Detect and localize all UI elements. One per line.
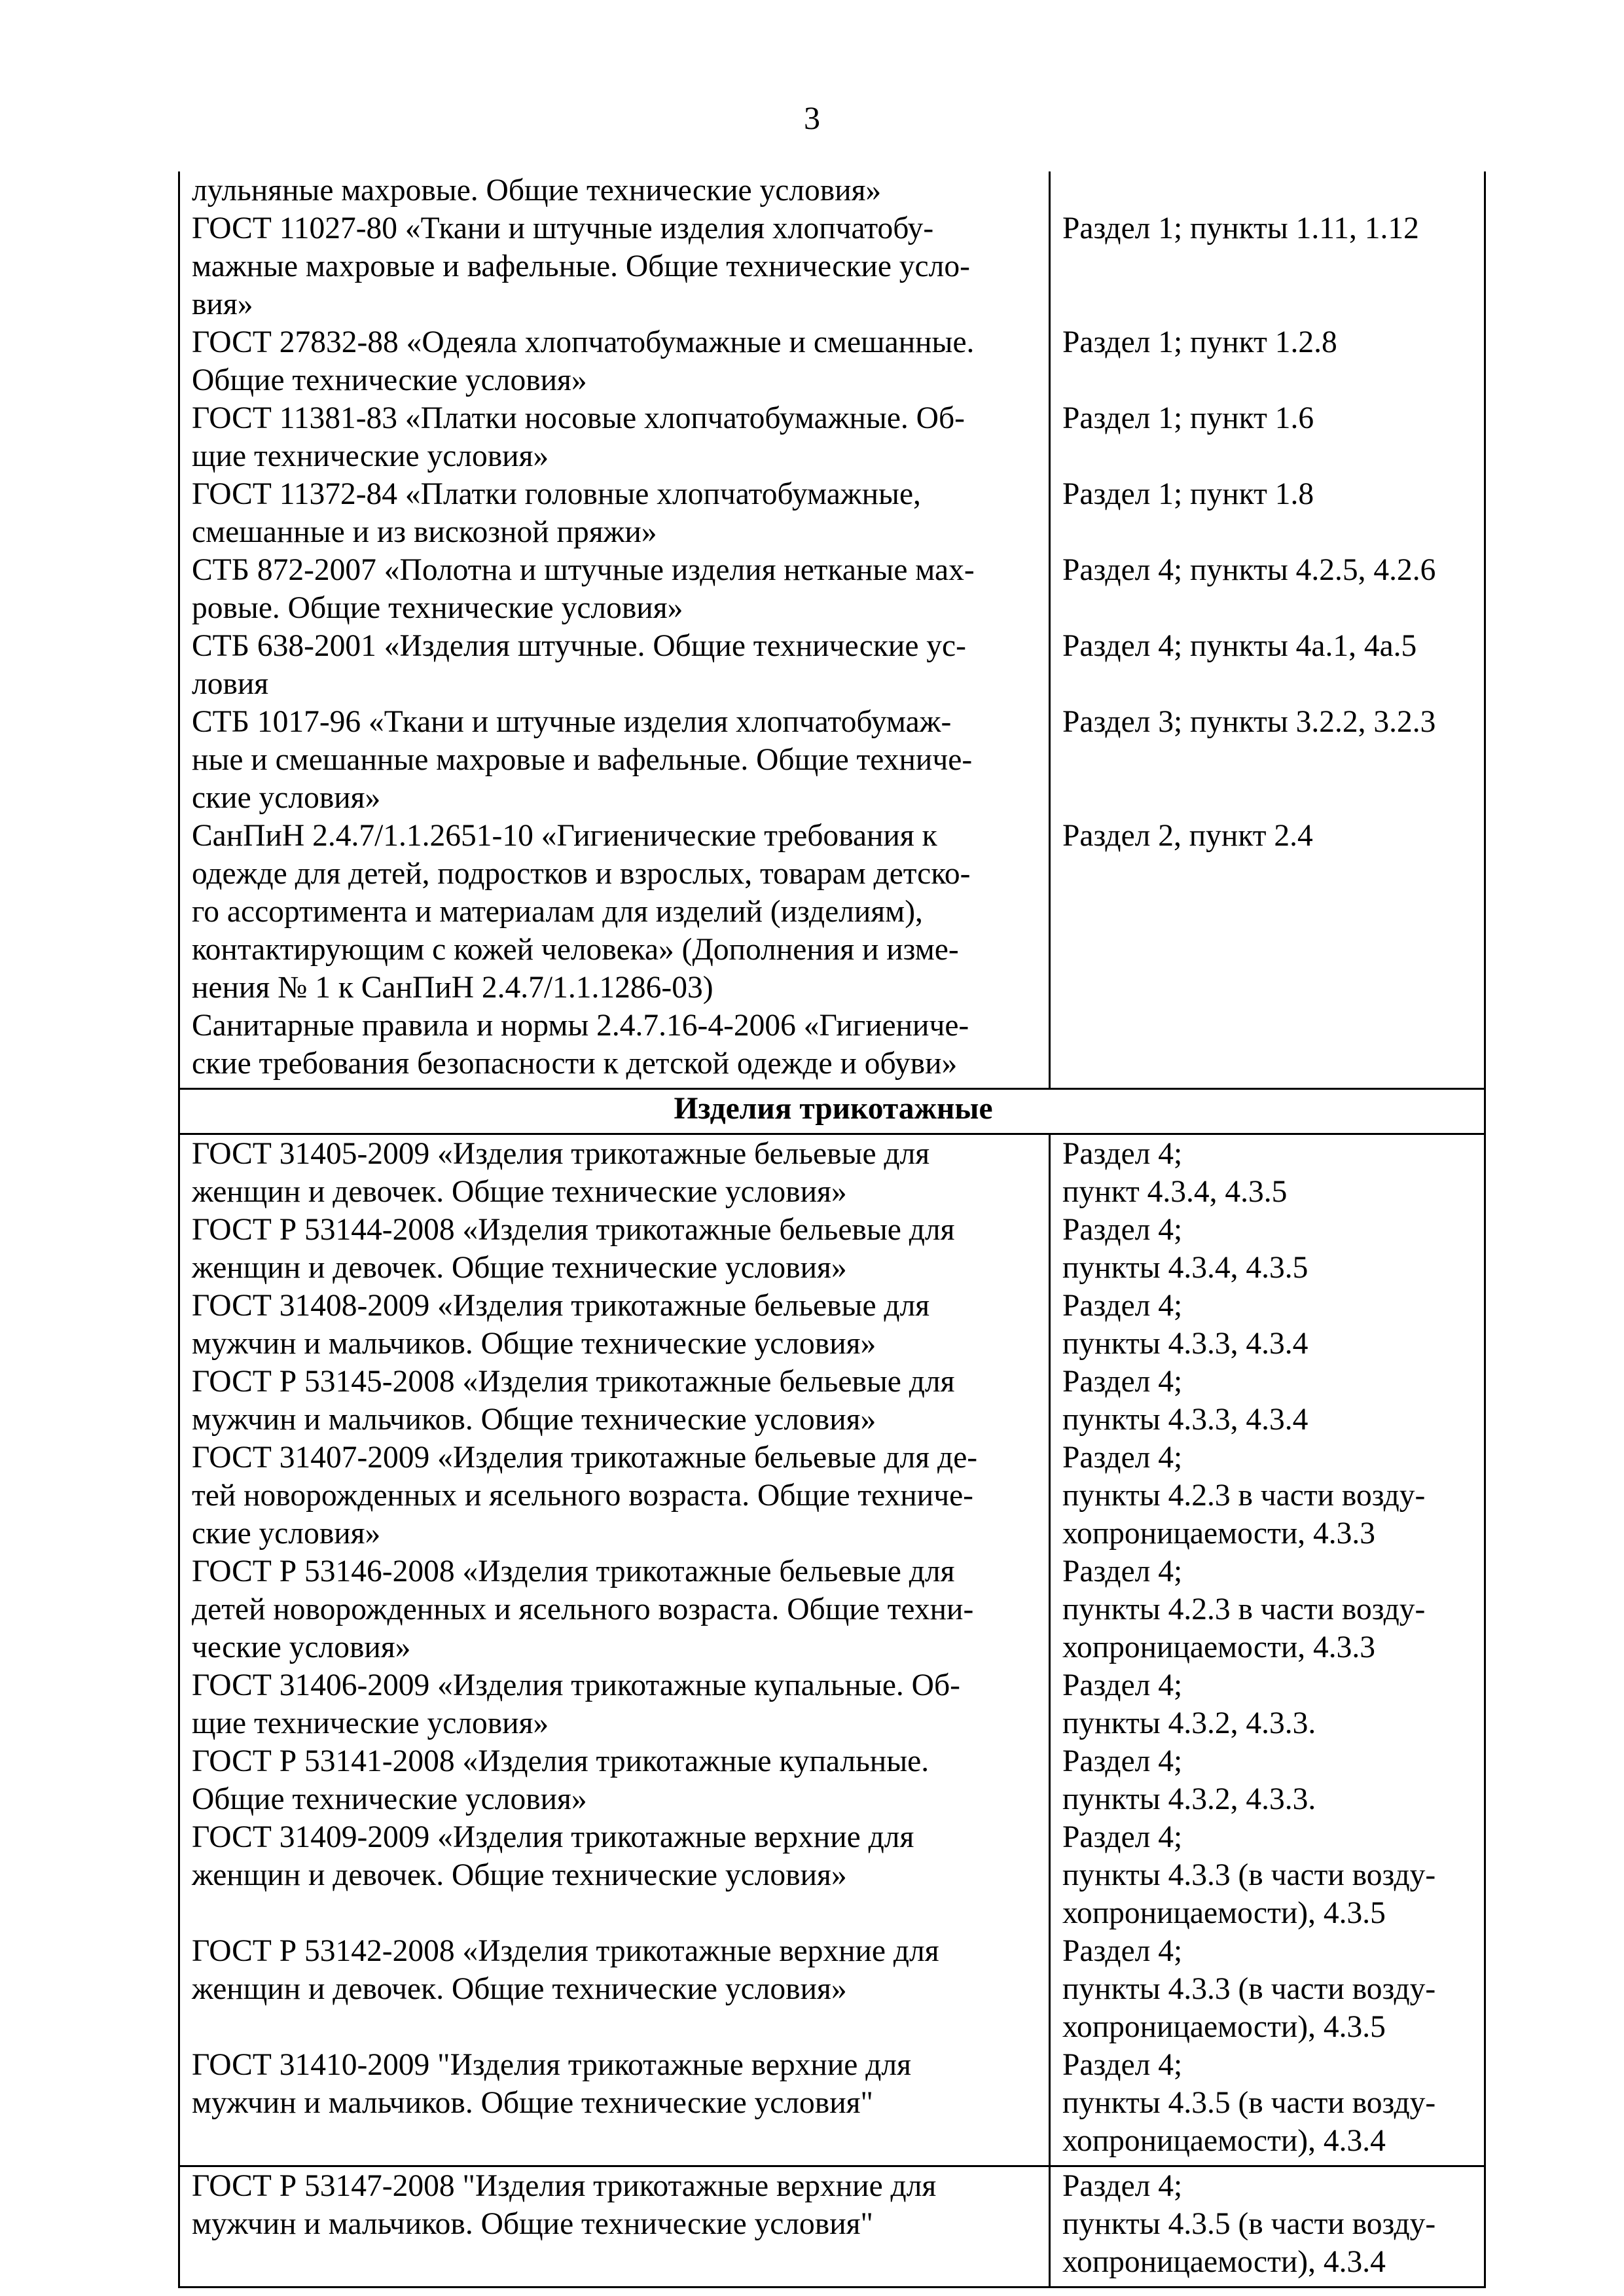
- clause-entry: [1062, 399, 1475, 475]
- standard-entry: [192, 1439, 1039, 1552]
- text-line: мажные махровые и вафельные. Общие технические усло-: [192, 249, 970, 283]
- text-line: ловия: [192, 667, 269, 701]
- standard-entry: [192, 1552, 1039, 1666]
- standard-entry: [192, 1287, 1039, 1363]
- text-line: детей новорожденных и ясельного возраста. Общие техни-: [192, 1592, 974, 1626]
- text-line: Раздел 4; пункты 4.2.5, 4.2.6: [1062, 553, 1436, 587]
- text-line: Раздел 2, пункт 2.4: [1062, 819, 1313, 853]
- text-line: [192, 2243, 1039, 2281]
- clause-entry: [1062, 2046, 1475, 2160]
- text-line: ровые. Общие технические условия»: [192, 591, 683, 625]
- clauses-cell: [1050, 171, 1485, 1089]
- standard-entry: [192, 2046, 1039, 2160]
- text-line: [1062, 589, 1475, 627]
- text-line: пункты 4.3.5 (в части возду-: [1062, 2086, 1436, 2120]
- text-line: [1062, 893, 1475, 931]
- text-line: Раздел 1; пункты 1.11, 1.12: [1062, 211, 1419, 245]
- standard-entry: [192, 627, 1039, 703]
- text-line: пункты 4.3.3, 4.3.4: [1062, 1403, 1308, 1437]
- standard-entry: [192, 1363, 1039, 1439]
- standard-entry: [192, 1007, 1039, 1083]
- clause-entry: [1062, 209, 1475, 323]
- text-line: [1062, 969, 1475, 1007]
- text-line: [192, 2008, 1039, 2046]
- text-line: [1062, 931, 1475, 969]
- clause-entry: [1062, 2167, 1475, 2281]
- text-line: женщин и девочек. Общие технические условия»: [192, 1175, 847, 1209]
- text-line: Раздел 4;: [1062, 1365, 1183, 1399]
- clause-entry: [1062, 323, 1475, 399]
- text-line: вия»: [192, 287, 253, 321]
- text-line: мужчин и мальчиков. Общие технические условия": [192, 2207, 873, 2241]
- text-line: ческие условия»: [192, 1630, 411, 1664]
- standard-entry: [192, 399, 1039, 475]
- text-line: СТБ 872-2007 «Полотна и штучные изделия нетканые мах-: [192, 553, 975, 587]
- standard-entry: [192, 1932, 1039, 2046]
- text-line: ГОСТ 31409-2009 «Изделия трикотажные верхние для: [192, 1820, 914, 1854]
- clause-entry: [1062, 703, 1475, 817]
- text-line: щие технические условия»: [192, 1706, 549, 1740]
- standard-entry: [192, 475, 1039, 551]
- table-row: [179, 171, 1485, 1089]
- clause-entry: [1062, 551, 1475, 627]
- clause-entry: [1062, 817, 1475, 1007]
- clauses-cell: [1050, 2166, 1485, 2287]
- text-line: ГОСТ 31406-2009 «Изделия трикотажные купальные. Об-: [192, 1668, 960, 1702]
- section-header: Изделия трикотажные: [179, 1089, 1485, 1134]
- text-line: [192, 1894, 1039, 1932]
- text-line: лульняные махровые. Общие технические условия»: [192, 173, 882, 207]
- standards-cell: [179, 2166, 1050, 2287]
- text-line: ГОСТ 31405-2009 «Изделия трикотажные бельевые для: [192, 1137, 930, 1171]
- text-line: Раздел 4;: [1062, 2048, 1183, 2082]
- text-line: мужчин и мальчиков. Общие технические условия»: [192, 1327, 876, 1361]
- text-line: Раздел 4;: [1062, 1744, 1183, 1778]
- text-line: [1062, 247, 1475, 285]
- clause-entry: [1062, 1818, 1475, 1932]
- text-line: хопроницаемости), 4.3.4: [1062, 2124, 1386, 2158]
- text-line: пункты 4.3.2, 4.3.3.: [1062, 1706, 1316, 1740]
- clause-entry: [1062, 1932, 1475, 2046]
- text-line: ГОСТ Р 53146-2008 «Изделия трикотажные бельевые для: [192, 1554, 955, 1588]
- text-line: ГОСТ 31408-2009 «Изделия трикотажные бельевые для: [192, 1289, 930, 1323]
- text-line: ные и смешанные махровые и вафельные. Общие техниче-: [192, 743, 973, 777]
- clause-entry: [1062, 1363, 1475, 1439]
- standard-entry: [192, 1742, 1039, 1818]
- clause-entry: [1062, 1439, 1475, 1552]
- text-line: мужчин и мальчиков. Общие технические условия»: [192, 1403, 876, 1437]
- text-line: Раздел 1; пункт 1.8: [1062, 477, 1314, 511]
- standard-entry: [192, 817, 1039, 1007]
- text-line: смешанные и из вискозной пряжи»: [192, 515, 657, 549]
- standard-entry: [192, 209, 1039, 323]
- text-line: [1062, 665, 1475, 703]
- text-line: [1062, 361, 1475, 399]
- table-row: [179, 1134, 1485, 2166]
- text-line: Раздел 4;: [1062, 1554, 1183, 1588]
- standard-entry: [192, 1135, 1039, 1211]
- text-line: Раздел 4;: [1062, 2169, 1183, 2203]
- text-line: [1062, 285, 1475, 323]
- clauses-cell: [1050, 1134, 1485, 2166]
- text-line: хопроницаемости), 4.3.4: [1062, 2245, 1386, 2279]
- text-line: Санитарные правила и нормы 2.4.7.16-4-2006 «Гигиениче-: [192, 1009, 969, 1043]
- text-line: хопроницаемости, 4.3.3: [1062, 1516, 1376, 1551]
- text-line: Раздел 4;: [1062, 1137, 1183, 1171]
- text-line: [1062, 437, 1475, 475]
- text-line: ГОСТ Р 53142-2008 «Изделия трикотажные верхние для: [192, 1934, 939, 1968]
- text-line: Раздел 4;: [1062, 1213, 1183, 1247]
- table-row: [179, 2166, 1485, 2287]
- standard-entry: [192, 1211, 1039, 1287]
- standard-entry: [192, 323, 1039, 399]
- standards-cell: [179, 1134, 1050, 2166]
- clause-entry: [1062, 1742, 1475, 1818]
- standard-entry: [192, 703, 1039, 817]
- text-line: го ассортимента и материалам для изделий (изделиям),: [192, 895, 923, 929]
- text-line: СанПиН 2.4.7/1.1.2651-10 «Гигиенические требования к: [192, 819, 937, 853]
- continuation-text: [192, 171, 1039, 209]
- standards-table: [178, 171, 1486, 2288]
- text-line: одежде для детей, подростков и взрослых, товарам детско-: [192, 857, 971, 891]
- clause-entry: [1062, 1211, 1475, 1287]
- text-line: пункты 4.3.3, 4.3.4: [1062, 1327, 1308, 1361]
- text-line: [1062, 779, 1475, 817]
- text-line: ГОСТ 31407-2009 «Изделия трикотажные бельевые для де-: [192, 1441, 978, 1475]
- text-line: тей новорожденных и ясельного возраста. Общие техниче-: [192, 1479, 973, 1513]
- text-line: Раздел 4;: [1062, 1934, 1183, 1968]
- text-line: ские условия»: [192, 781, 381, 815]
- text-line: пункты 4.2.3 в части возду-: [1062, 1592, 1426, 1626]
- clause-entry: [1062, 1552, 1475, 1666]
- standard-entry: [192, 1818, 1039, 1932]
- text-line: [1062, 855, 1475, 893]
- text-line: пункты 4.3.3 (в части возду-: [1062, 1858, 1436, 1892]
- clause-entry: [1062, 627, 1475, 703]
- text-line: Раздел 1; пункт 1.6: [1062, 401, 1314, 435]
- text-line: Раздел 4;: [1062, 1289, 1183, 1323]
- text-line: пункт 4.3.4, 4.3.5: [1062, 1175, 1288, 1209]
- text-line: Раздел 4;: [1062, 1441, 1183, 1475]
- text-line: Общие технические условия»: [192, 363, 587, 397]
- text-line: щие технические условия»: [192, 439, 549, 473]
- text-line: пункты 4.2.3 в части возду-: [1062, 1479, 1426, 1513]
- text-line: пункты 4.3.5 (в части возду-: [1062, 2207, 1436, 2241]
- section-header-row: [179, 1089, 1485, 1134]
- text-line: Раздел 3; пункты 3.2.2, 3.2.3: [1062, 705, 1436, 739]
- text-line: мужчин и мальчиков. Общие технические условия": [192, 2086, 873, 2120]
- text-line: пункты 4.3.3 (в части возду-: [1062, 1972, 1436, 2006]
- page-number: 3: [804, 99, 820, 136]
- text-line: женщин и девочек. Общие технические условия»: [192, 1972, 847, 2006]
- text-line: СТБ 638-2001 «Изделия штучные. Общие технические ус-: [192, 629, 966, 663]
- text-line: Общие технические условия»: [192, 1782, 587, 1816]
- text-line: ГОСТ 11372-84 «Платки головные хлопчатобумажные,: [192, 477, 921, 511]
- text-line: ГОСТ 31410-2009 "Изделия трикотажные верхние для: [192, 2048, 911, 2082]
- text-line: ГОСТ Р 53141-2008 «Изделия трикотажные купальные.: [192, 1744, 929, 1778]
- clause-entry: [1062, 1666, 1475, 1742]
- text-line: женщин и девочек. Общие технические условия»: [192, 1858, 847, 1892]
- text-line: Раздел 4;: [1062, 1820, 1183, 1854]
- text-line: СТБ 1017-96 «Ткани и штучные изделия хлопчатобумаж-: [192, 705, 952, 739]
- text-line: ские условия»: [192, 1516, 381, 1551]
- text-line: Раздел 1; пункт 1.2.8: [1062, 325, 1337, 359]
- text-line: Раздел 4; пункты 4а.1, 4а.5: [1062, 629, 1417, 663]
- clause-entry: [1062, 1287, 1475, 1363]
- text-line: ГОСТ 11381-83 «Платки носовые хлопчатобумажные. Об-: [192, 401, 965, 435]
- text-line: ГОСТ Р 53147-2008 "Изделия трикотажные верхние для: [192, 2169, 937, 2203]
- text-line: [1062, 1007, 1475, 1045]
- standard-entry: [192, 551, 1039, 627]
- clause-entry: [1062, 1135, 1475, 1211]
- standard-entry: [192, 2167, 1039, 2281]
- text-line: хопроницаемости, 4.3.3: [1062, 1630, 1376, 1664]
- text-line: хопроницаемости), 4.3.5: [1062, 2010, 1386, 2044]
- text-line: контактирующим с кожей человека» (Дополнения и изме-: [192, 933, 959, 967]
- text-line: хопроницаемости), 4.3.5: [1062, 1896, 1386, 1930]
- clause-entry: [1062, 475, 1475, 551]
- standards-cell: [179, 171, 1050, 1089]
- text-line: ГОСТ 27832-88 «Одеяла хлопчатобумажные и смешанные.: [192, 325, 975, 359]
- text-line: [1062, 1045, 1475, 1083]
- text-line: [1062, 741, 1475, 779]
- standard-entry: [192, 1666, 1039, 1742]
- text-line: ГОСТ Р 53145-2008 «Изделия трикотажные бельевые для: [192, 1365, 955, 1399]
- text-line: нения № 1 к СанПиН 2.4.7/1.1.1286-03): [192, 971, 713, 1005]
- text-line: [192, 2122, 1039, 2160]
- text-line: женщин и девочек. Общие технические условия»: [192, 1251, 847, 1285]
- text-line: ские требования безопасности к детской одежде и обуви»: [192, 1047, 958, 1081]
- text-line: ГОСТ Р 53144-2008 «Изделия трикотажные бельевые для: [192, 1213, 955, 1247]
- text-line: ГОСТ 11027-80 «Ткани и штучные изделия хлопчатобу-: [192, 211, 934, 245]
- text-line: [1062, 513, 1475, 551]
- clause-entry: [1062, 1007, 1475, 1083]
- text-line: Раздел 4;: [1062, 1668, 1183, 1702]
- text-line: пункты 4.3.4, 4.3.5: [1062, 1251, 1308, 1285]
- text-line: пункты 4.3.2, 4.3.3.: [1062, 1782, 1316, 1816]
